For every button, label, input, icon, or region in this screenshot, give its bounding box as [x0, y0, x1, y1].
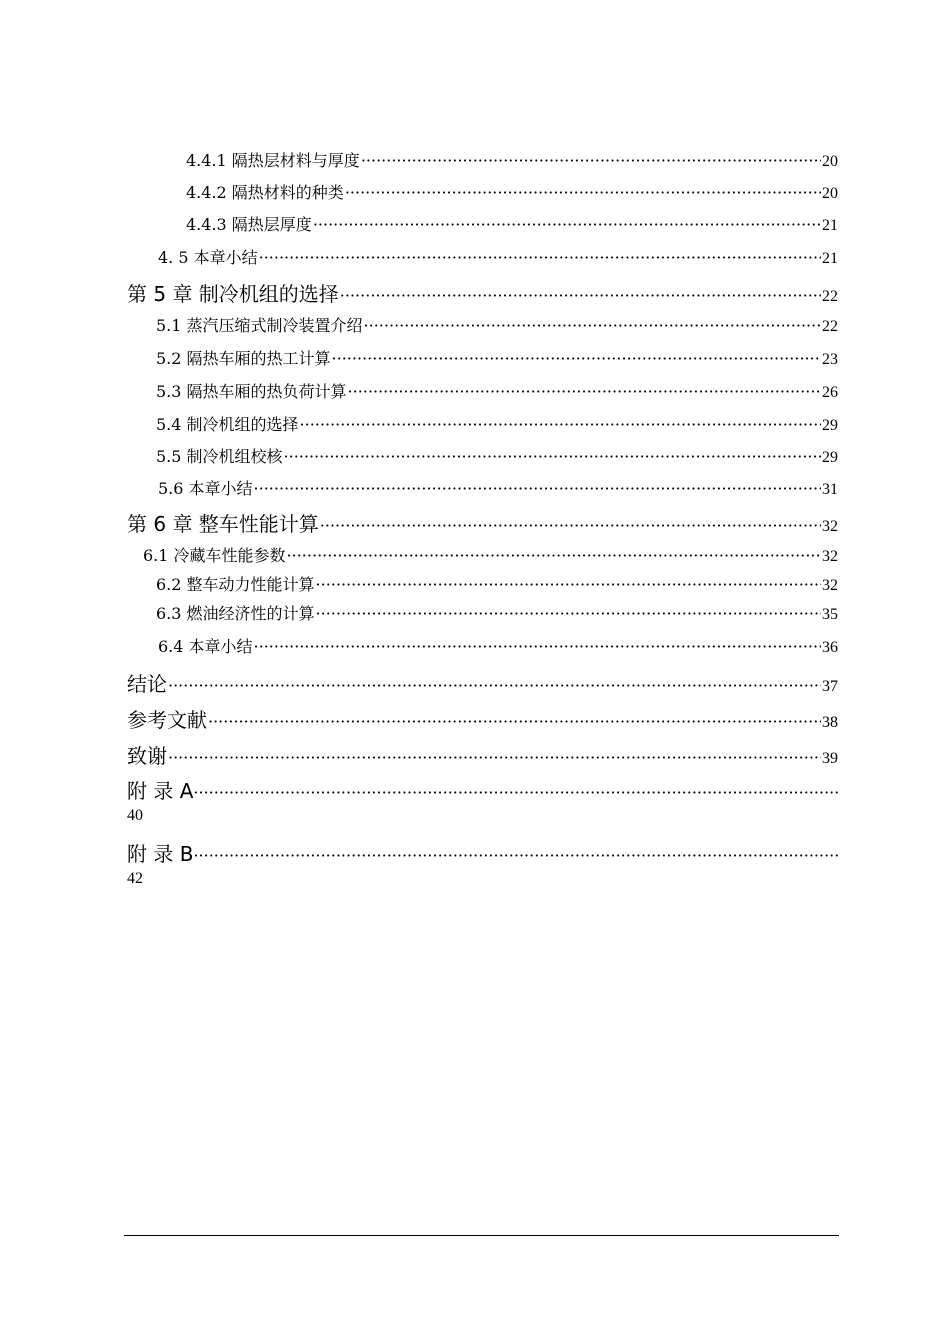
toc-entry-6-1[interactable]	[143, 543, 838, 566]
toc-entry-page: 42	[127, 870, 143, 887]
toc-entry-label: 5.4 制冷机组的选择	[156, 415, 299, 434]
toc-entry-label: 结论	[127, 672, 167, 696]
toc-entry-appendix-b[interactable]	[127, 838, 838, 867]
toc-entry-label: 5.2 隔热车厢的热工计算	[156, 349, 331, 368]
toc-entry-5-3[interactable]	[156, 379, 838, 402]
toc-entry-label: 4.4.1 隔热层材料与厚度	[186, 151, 360, 170]
toc-entry-label: 5.6 本章小结	[158, 479, 253, 498]
toc-entry-page: 21	[822, 217, 838, 234]
toc-entry-page: 22	[822, 288, 838, 305]
toc-entry-label: 4.4.3 隔热层厚度	[186, 215, 312, 234]
toc-entry-page: 29	[822, 449, 838, 466]
toc-entry-page: 31	[822, 481, 838, 498]
toc-entry-label: 附 录 A	[127, 779, 194, 803]
dot-leader	[193, 846, 838, 865]
toc-entry-conclusion[interactable]	[127, 668, 838, 697]
dot-leader	[300, 415, 821, 434]
toc-entry-page: 35	[822, 606, 838, 623]
toc-entry-5-4[interactable]	[156, 412, 838, 435]
toc-entry-appendix-a[interactable]	[127, 775, 838, 804]
toc-entry-page: 37	[822, 678, 838, 695]
toc-entry-page: 36	[822, 639, 838, 656]
toc-entry-chapter-5[interactable]	[127, 278, 838, 307]
toc-entry-5-6[interactable]	[158, 476, 838, 499]
toc-entry-label: 附 录 B	[127, 842, 194, 866]
toc-entry-label: 6.3 燃油经济性的计算	[156, 604, 315, 623]
toc-entry-page: 32	[822, 548, 838, 565]
dot-leader	[287, 546, 821, 565]
dot-leader	[316, 604, 821, 623]
toc-entry-label: 第 5 章 制冷机组的选择	[127, 282, 339, 306]
dot-leader	[320, 516, 821, 535]
toc-entry-5-2[interactable]	[156, 346, 838, 369]
toc-entry-5-5[interactable]	[156, 444, 838, 467]
dot-leader	[313, 215, 821, 234]
toc-entry-page: 20	[822, 153, 838, 170]
toc-entry-label: 6.4 本章小结	[158, 637, 253, 656]
toc-entry-page: 21	[822, 250, 838, 267]
toc-entry-4-4-1[interactable]	[186, 148, 838, 171]
toc-entry-label: 6.2 整车动力性能计算	[156, 575, 315, 594]
toc-entry-6-4[interactable]	[158, 634, 838, 657]
toc-entry-6-3[interactable]	[156, 601, 838, 624]
toc-entry-label: 6.1 冷藏车性能参数	[143, 546, 286, 565]
toc-entry-label: 第 6 章 整车性能计算	[127, 512, 319, 536]
toc-entry-label: 5.3 隔热车厢的热负荷计算	[156, 382, 347, 401]
footer-divider	[124, 1235, 839, 1236]
toc-entry-page: 38	[822, 714, 838, 731]
dot-leader	[345, 183, 821, 202]
dot-leader	[364, 316, 821, 335]
toc-entry-label: 4. 5 本章小结	[158, 248, 258, 267]
toc-entry-references[interactable]	[127, 704, 838, 733]
dot-leader	[193, 783, 838, 802]
toc-entry-label: 致谢	[127, 744, 167, 768]
toc-entry-5-1[interactable]	[156, 313, 838, 336]
toc-entry-page: 39	[822, 750, 838, 767]
dot-leader	[259, 248, 821, 267]
toc-entry-page: 29	[822, 417, 838, 434]
toc-entry-4-4-3[interactable]	[186, 212, 838, 235]
toc-entry-label: 4.4.2 隔热材料的种类	[186, 183, 344, 202]
toc-entry-page: 20	[822, 185, 838, 202]
toc-entry-page: 32	[822, 518, 838, 535]
toc-entry-page: 22	[822, 318, 838, 335]
toc-entry-4-4-2[interactable]	[186, 180, 838, 203]
dot-leader	[284, 447, 821, 466]
toc-entry-label: 5.1 蒸汽压缩式制冷装置介绍	[156, 316, 363, 335]
toc-entry-4-5[interactable]	[158, 245, 838, 268]
dot-leader	[332, 349, 821, 368]
toc-entry-acknowledgements[interactable]	[127, 740, 838, 769]
dot-leader	[348, 382, 821, 401]
dot-leader	[208, 712, 821, 731]
dot-leader	[168, 676, 821, 695]
toc-entry-page: 23	[822, 351, 838, 368]
toc-entry-6-2[interactable]	[156, 572, 838, 595]
toc-entry-label: 参考文献	[127, 708, 207, 732]
toc-entry-label: 5.5 制冷机组校核	[156, 447, 283, 466]
toc-entry-page: 40	[127, 807, 143, 824]
toc-entry-page: 32	[822, 577, 838, 594]
dot-leader	[316, 575, 821, 594]
toc-entry-chapter-6[interactable]	[127, 508, 838, 537]
dot-leader	[168, 748, 821, 767]
toc-entry-page: 26	[822, 384, 838, 401]
dot-leader	[254, 637, 821, 656]
dot-leader	[254, 479, 821, 498]
dot-leader	[361, 151, 821, 170]
dot-leader	[340, 286, 821, 305]
